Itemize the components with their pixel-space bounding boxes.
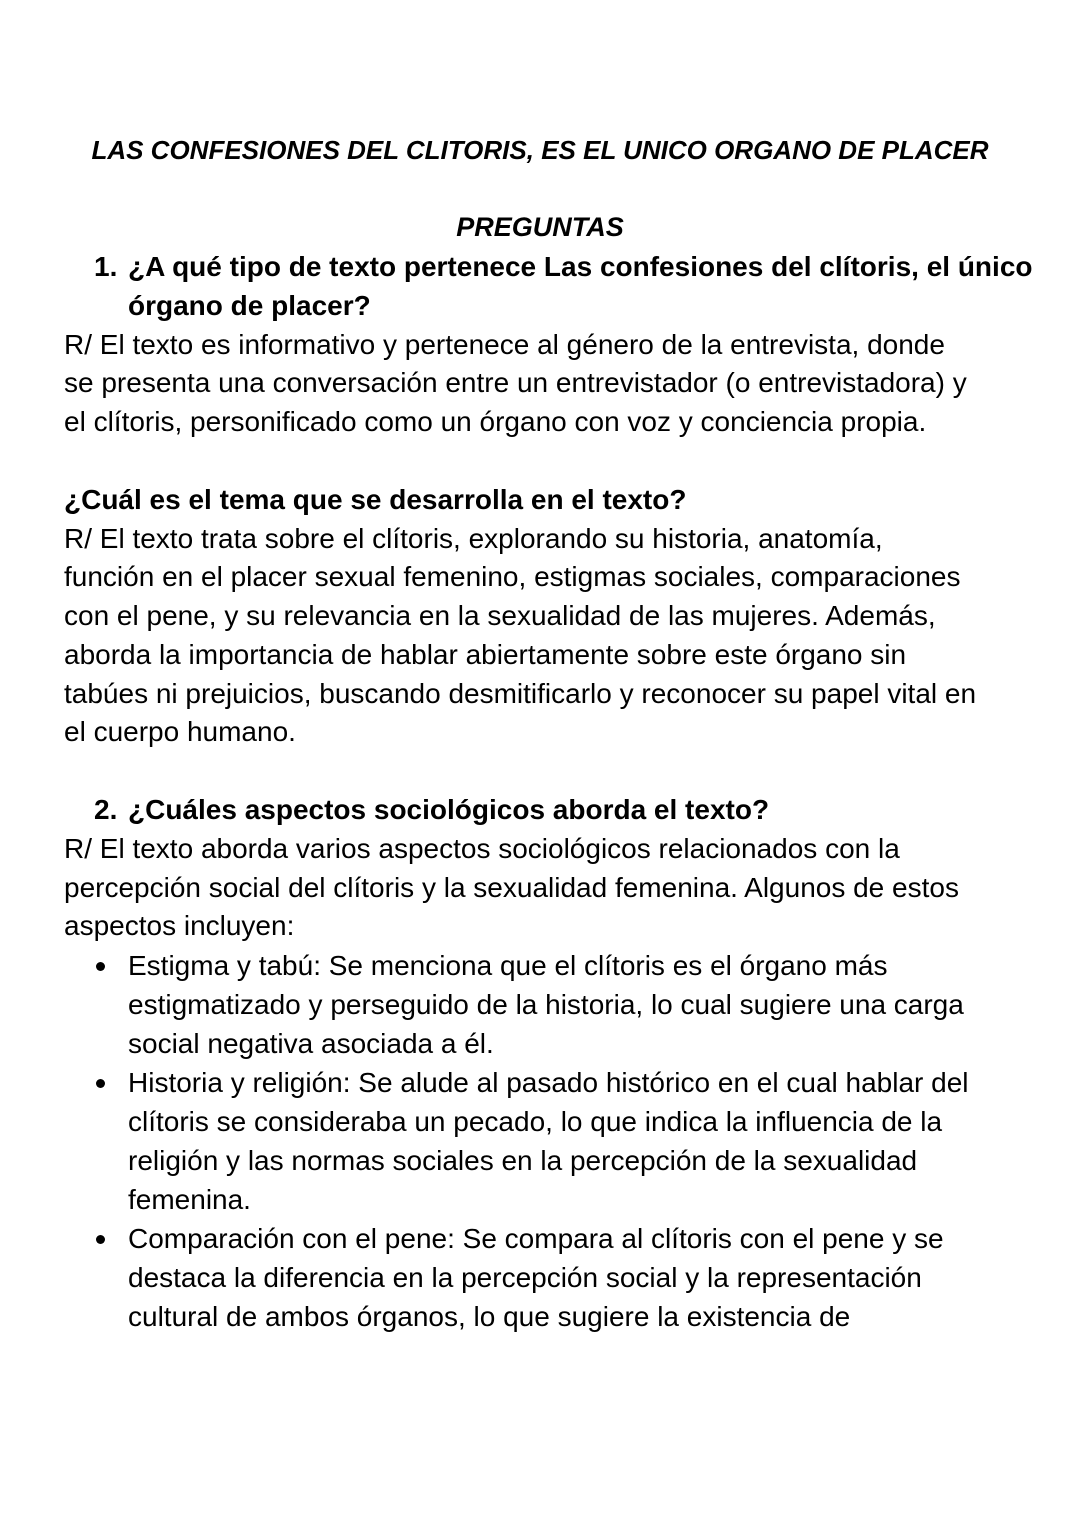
bullet-line: cultural de ambos órganos, lo que sugiere la existencia de	[128, 1301, 851, 1332]
bullet-line: destaca la diferencia en la percepción social y la representación	[128, 1262, 922, 1293]
question-line: órgano de placer?	[128, 290, 371, 321]
question-line: ¿Cuáles aspectos sociológicos aborda el texto?	[128, 794, 770, 825]
answer-line: el cuerpo humano.	[64, 716, 296, 747]
answer-line: R/ El texto aborda varios aspectos sociológicos relacionados con la	[64, 833, 900, 864]
question-number: 1.	[94, 251, 118, 282]
question-line: ¿A qué tipo de texto pertenece Las confesiones del clítoris, el único	[128, 251, 1033, 282]
bullet-line: religión y las normas sociales en la percepción de la sexualidad	[128, 1145, 918, 1176]
bullet-line: femenina.	[128, 1184, 251, 1215]
document-title: LAS CONFESIONES DEL CLITORIS, ES EL UNICO ORGANO DE PLACER	[91, 135, 989, 165]
bullet-dot-icon	[96, 1235, 105, 1244]
answer-line: tabúes ni prejuicios, buscando desmitificarlo y reconocer su papel vital en	[64, 678, 977, 709]
answer-line: con el pene, y su relevancia en la sexualidad de las mujeres. Además,	[64, 600, 936, 631]
answer-line: se presenta una conversación entre un entrevistador (o entrevistadora) y	[64, 367, 967, 398]
question-line: ¿Cuál es el tema que se desarrolla en el texto?	[64, 484, 687, 515]
answer-line: función en el placer sexual femenino, estigmas sociales, comparaciones	[64, 561, 961, 592]
question-number: 2.	[94, 794, 118, 825]
bullet-line: estigmatizado y perseguido de la historia, lo cual sugiere una carga	[128, 989, 964, 1020]
answer-line: R/ El texto es informativo y pertenece al género de la entrevista, donde	[64, 329, 945, 360]
bullet-dot-icon	[96, 962, 105, 971]
bullet-line: Historia y religión: Se alude al pasado histórico en el cual hablar del	[128, 1067, 969, 1098]
answer-line: R/ El texto trata sobre el clítoris, explorando su historia, anatomía,	[64, 523, 883, 554]
answer-line: aborda la importancia de hablar abiertamente sobre este órgano sin	[64, 639, 907, 670]
bullet-dot-icon	[96, 1079, 105, 1088]
section-heading: PREGUNTAS	[456, 212, 624, 242]
bullet-line: social negativa asociada a él.	[128, 1028, 494, 1059]
answer-line: aspectos incluyen:	[64, 910, 295, 941]
answer-line: el clítoris, personificado como un órgano con voz y conciencia propia.	[64, 406, 927, 437]
bullet-line: clítoris se consideraba un pecado, lo que indica la influencia de la	[128, 1106, 943, 1137]
answer-line: percepción social del clítoris y la sexualidad femenina. Algunos de estos	[64, 872, 959, 903]
bullet-line: Estigma y tabú: Se menciona que el clítoris es el órgano más	[128, 950, 888, 981]
bullet-line: Comparación con el pene: Se compara al clítoris con el pene y se	[128, 1223, 944, 1254]
